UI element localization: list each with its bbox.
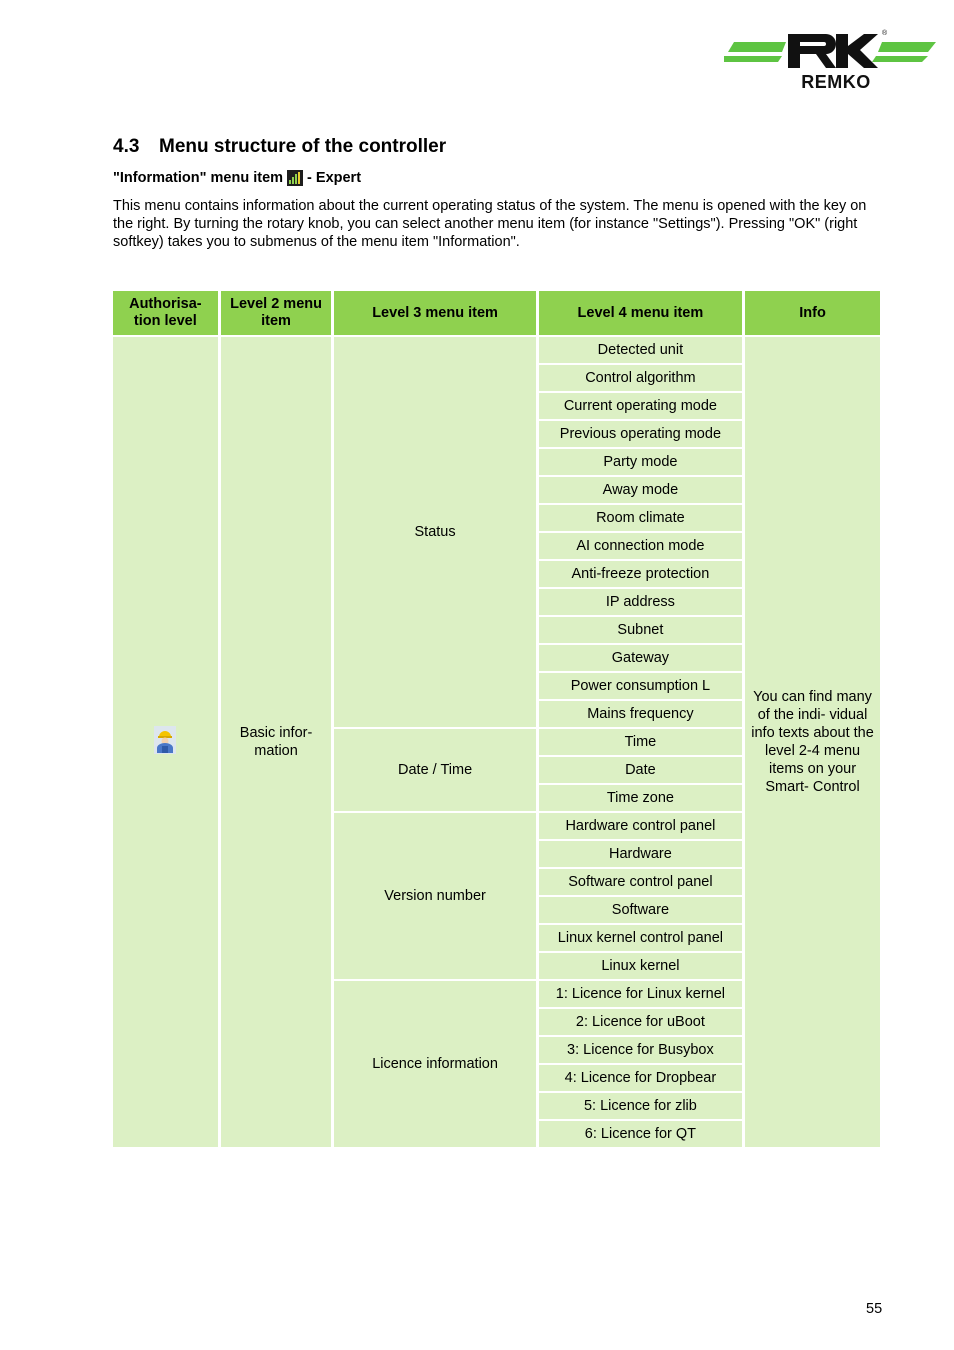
level3-cell: Status — [334, 337, 535, 727]
subheading-before: "Information" menu item — [113, 170, 284, 186]
level4-cell: Linux kernel control panel — [539, 925, 742, 951]
level4-cell: 2: Licence for uBoot — [539, 1009, 742, 1035]
level4-cell: Current operating mode — [539, 393, 742, 419]
subheading-after: - Expert — [307, 170, 362, 186]
technician-icon — [154, 726, 176, 754]
level3-cell: Licence information — [334, 981, 535, 1147]
intro-paragraph: This menu contains information about the current operating status of the system. The menu is opened with the key on the right. By turning the rotary knob, you can select another menu item (for instance "Settings"). Pressing "OK" (right softkey) takes you to submenus of the menu item "Information". — [113, 198, 867, 250]
table-body — [113, 337, 880, 1147]
level4-cell: 4: Licence for Dropbear — [539, 1065, 742, 1091]
registered-mark: ® — [882, 30, 888, 37]
header-level4: Level 4 menu item — [539, 291, 742, 335]
level4-cell: Hardware control panel — [539, 813, 742, 839]
level3-cell: Version number — [334, 813, 535, 979]
table-header-row — [113, 291, 880, 335]
level4-cell: Mains frequency — [539, 701, 742, 727]
level4-cell: Away mode — [539, 477, 742, 503]
level4-cell: Detected unit — [539, 337, 742, 363]
subheading — [113, 170, 361, 186]
signal-bars-icon — [287, 170, 303, 186]
level4-cell: 5: Licence for zlib — [539, 1093, 742, 1119]
level4-cell: 3: Licence for Busybox — [539, 1037, 742, 1063]
level4-cell: Date — [539, 757, 742, 783]
level4-cell: Control algorithm — [539, 365, 742, 391]
level4-cell: Time — [539, 729, 742, 755]
level4-cell: Anti-freeze protection — [539, 561, 742, 587]
header-info: Info — [745, 291, 880, 335]
level3-cell: Date / Time — [334, 729, 535, 811]
menu-structure-table — [110, 289, 883, 1149]
level4-cell: Linux kernel — [539, 953, 742, 979]
level4-cell: Power consumption L — [539, 673, 742, 699]
page-number: 55 — [866, 1301, 883, 1317]
header-level3: Level 3 menu item — [334, 291, 535, 335]
remko-logo — [724, 30, 938, 94]
section-title — [113, 136, 446, 158]
level4-cell: Software control panel — [539, 869, 742, 895]
level4-cell: Software — [539, 897, 742, 923]
brand-name: REMKO — [801, 72, 871, 92]
level4-cell: Party mode — [539, 449, 742, 475]
table-row — [113, 337, 880, 363]
level4-cell: Room climate — [539, 505, 742, 531]
header-level2: Level 2 menu item — [221, 291, 332, 335]
level4-cell: Subnet — [539, 617, 742, 643]
section-title-text: Menu structure of the controller — [159, 136, 447, 157]
level4-cell: Gateway — [539, 645, 742, 671]
header-authorisation: Authorisa- tion level — [113, 291, 218, 335]
level4-cell: Time zone — [539, 785, 742, 811]
level4-cell: Hardware — [539, 841, 742, 867]
level4-cell: AI connection mode — [539, 533, 742, 559]
level2-cell: Basic infor- mation — [221, 337, 332, 1147]
section-number: 4.3 — [113, 136, 140, 157]
level4-cell: IP address — [539, 589, 742, 615]
level4-cell: Previous operating mode — [539, 421, 742, 447]
info-cell: You can find many of the indi- vidual info texts about the level 2-4 menu items on your Smart- Control — [745, 337, 880, 1147]
level4-cell: 1: Licence for Linux kernel — [539, 981, 742, 1007]
authorisation-cell — [113, 337, 218, 1147]
level4-cell: 6: Licence for QT — [539, 1121, 742, 1147]
